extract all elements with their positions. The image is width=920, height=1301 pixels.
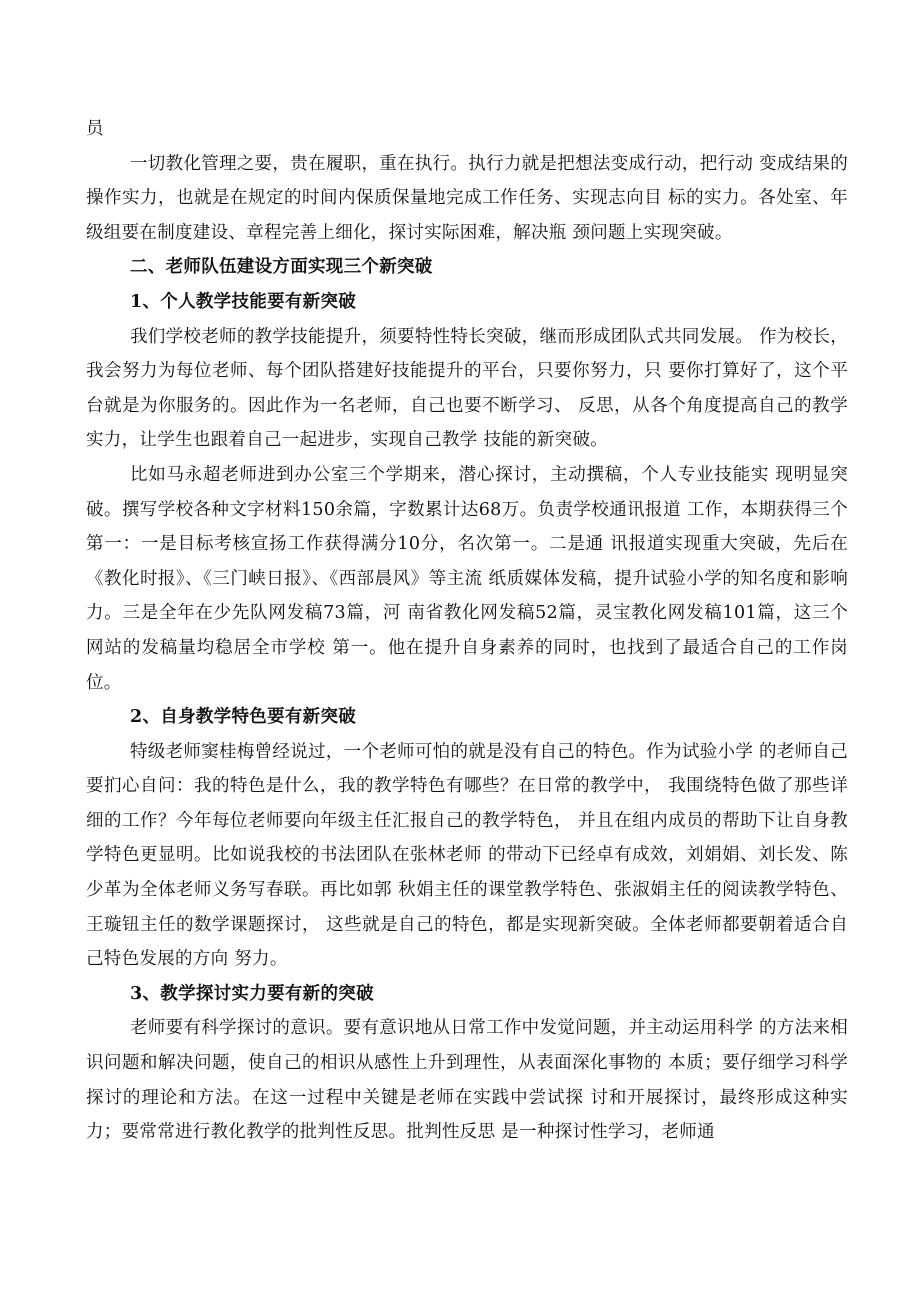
subheading-2: 2、自身教学特色要有新突破 — [130, 707, 357, 728]
subheading-1: 1、个人教学技能要有新突破 — [130, 291, 357, 312]
lead-fragment: 员 — [86, 119, 104, 139]
document-page — [86, 112, 848, 1150]
paragraph-execution: 一切教化管理之要，贵在履职，重在执行。执行力就是把想法变成行动，把行动 变成结果的操作实力，也就是在规定的时间内保质保量地完成工作任务、实现志向目 标的实力。各处室、年级组要在制度建设、章程完善上细化，探讨实际困难，解决瓶 颈问题上实现突破。 — [86, 153, 848, 243]
paragraph-sub3: 老师要有科学探讨的意识。要有意识地从日常工作中发觉问题，并主动运用科学 的方法来相识问题和解决问题，使自己的相识从感性上升到理性，从表面深化事物的 本质；要仔细学习科学探讨的理论和方法。在这一过程中关键是老师在实践中尝试探 讨和开展探讨，最终形成这种实力；要常常进行教化教学的批判性反思。批判性反思 是一种探讨性学习，老师通 — [86, 1018, 848, 1143]
paragraph-sub1-a: 我们学校老师的教学技能提升，须要特性特长突破，继而形成团队式共同发展。 作为校长，我会努力为每位老师、每个团队搭建好技能提升的平台，只要你努力，只 要你打算好了，这个平台就是为你服务的。因此作为一名老师，自己也要不断学习、 反思，从各个角度提高自己的教学实力，让学生也跟着自己一起进步，实现自己教学 技能的新突破。 — [86, 326, 848, 451]
section-heading: 二、老师队伍建设方面实现三个新突破 — [130, 257, 433, 278]
subheading-3: 3、教学探讨实力要有新的突破 — [130, 983, 374, 1004]
paragraph-sub2: 特级老师窦桂梅曾经说过，一个老师可怕的就是没有自己的特色。作为试验小学 的老师自己要扪心自问：我的特色是什么，我的教学特色有哪些？在日常的教学中， 我围绕特色做了那些详细的工作？今年每位老师要向年级主任汇报自己的教学特色， 并且在组内成员的帮助下让自身教学特色更显明。比如说我校的书法团队在张林老师 的带动下已经卓有成效，刘娟娟、刘长发、陈少革为全体老师义务写春联。再比如郭 秋娟主任的课堂教学特色、张淑娟主任的阅读教学特色、王璇钮主任的数学课题探讨， 这些就是自己的特色，都是实现新突破。全体老师都要朝着适合自己特色发展的方向 努力。 — [86, 741, 848, 970]
paragraph-sub1-b: 比如马永超老师进到办公室三个学期来，潜心探讨，主动撰稿，个人专业技能实 现明显突破。撰写学校各种文字材料150余篇，字数累计达68万。负责学校通讯报道 工作，本期获得三个第一：一是目标考核宣扬工作获得满分10分，名次第一。二是通 讯报道实现重大突破，先后在《教化时报》、《三门峡日报》、《西部晨风》等主流 纸质媒体发稿，提升试验小学的知名度和影响力。三是全年在少先队网发稿73篇，河 南省教化网发稿52篇，灵宝教化网发稿101篇，这三个网站的发稿量均稳居全市学校 第一。他在提升自身素养的同时，也找到了最适合自己的工作岗位。 — [86, 464, 848, 693]
